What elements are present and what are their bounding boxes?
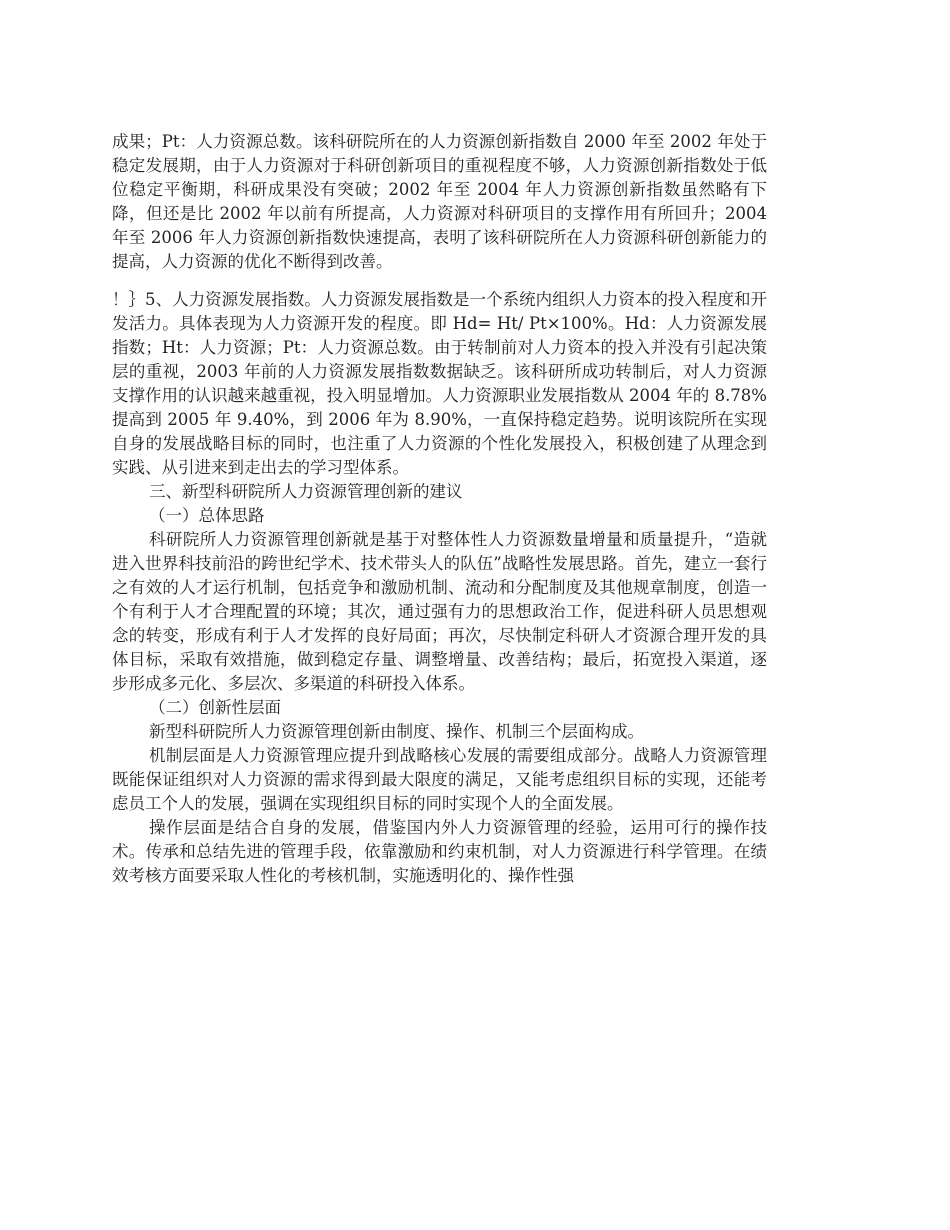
paragraph-development-index: ！｝5、人力资源发展指数。人力资源发展指数是一个系统内组织人力资本的投入程度和开发活力。具体表现为人力资源开发的程度。即 Hd= Ht/ Pt×100%。Hd：人力资源发展指数；Ht：人力资源；Pt：人力资源总数。由于转制前对人力资本的投入并没有引起决策层的重视，2003 年前的人力资源发展指数数据缺乏。该科研所成功转制后，对人力资源支撑作用的认识越来越重视，投入明显增加。人力资源职业发展指数从 2004 年的 8.78%提高到 2005 年 9.40%，到 2006 年为 8.90%，一直保持稳定趋势。说明该院所在实现自身的发展战略目标的同时，也注重了人力资源的个性化发展投入，积极创建了从理念到实践、从引进来到走出去的学习型体系。 [112, 290, 767, 477]
paragraph-innovation-index-conclusion: 成果；Pt：人力资源总数。该科研院所在的人力资源创新指数自 2000 年至 2002 年处于稳定发展期，由于人力资源对于科研创新项目的重视程度不够，人力资源创新指数处于低位稳定平衡期，科研成果没有突破；2002 年至 2004 年人力资源创新指数虽然略有下降，但还是比 2002 年以前有所提高，人力资源对科研项目的支撑作用有所回升；2004 年至 2006 年人力资源创新指数快速提高，表明了该科研院所在人力资源科研创新能力的提高，人力资源的优化不断得到改善。 [112, 132, 767, 271]
subsection-heading-innovation-levels: （二）创新性层面 [149, 698, 281, 717]
paragraph-operation-level: 操作层面是结合自身的发展，借鉴国内外人力资源管理的经验，运用可行的操作技术。传承和总结先进的管理手段，依靠激励和约束机制，对人力资源进行科学管理。在绩效考核方面要采取人性化的考核机制，实施透明化的、操作性强 [112, 818, 767, 885]
paragraph-overall-approach: 科研院所人力资源管理创新就是基于对整体性人力资源数量增量和质量提升，“造就进入世界科技前沿的跨世纪学术、技术带头人的队伍”战略性发展思路。首先，建立一套行之有效的人才运行机制，包括竞争和激励机制、流动和分配制度及其他规章制度，创造一个有利于人才合理配置的环境；其次，通过强有力的思想政治工作，促进科研人员思想观念的转变，形成有利于人才发挥的良好局面；再次，尽快制定科研人才资源合理开发的具体目标，采取有效措施，做到稳定存量、调整增量、改善结构；最后，拓宽投入渠道，逐步形成多元化、多层次、多渠道的科研投入体系。 [112, 530, 767, 693]
section-heading-3: 三、新型科研院所人力资源管理创新的建议 [149, 482, 463, 501]
paragraph-mechanism-level: 机制层面是人力资源管理应提升到战略核心发展的需要组成部分。战略人力资源管理既能保证组织对人力资源的需求得到最大限度的满足，又能考虑组织目标的实现，还能考虑员工个人的发展，强调在实现组织目标的同时实现个人的全面发展。 [112, 746, 767, 813]
paragraph-innovation-levels-intro: 新型科研院所人力资源管理创新由制度、操作、机制三个层面构成。 [149, 722, 644, 741]
subsection-heading-overall-approach: （一）总体思路 [149, 506, 265, 525]
document-page [112, 130, 767, 888]
